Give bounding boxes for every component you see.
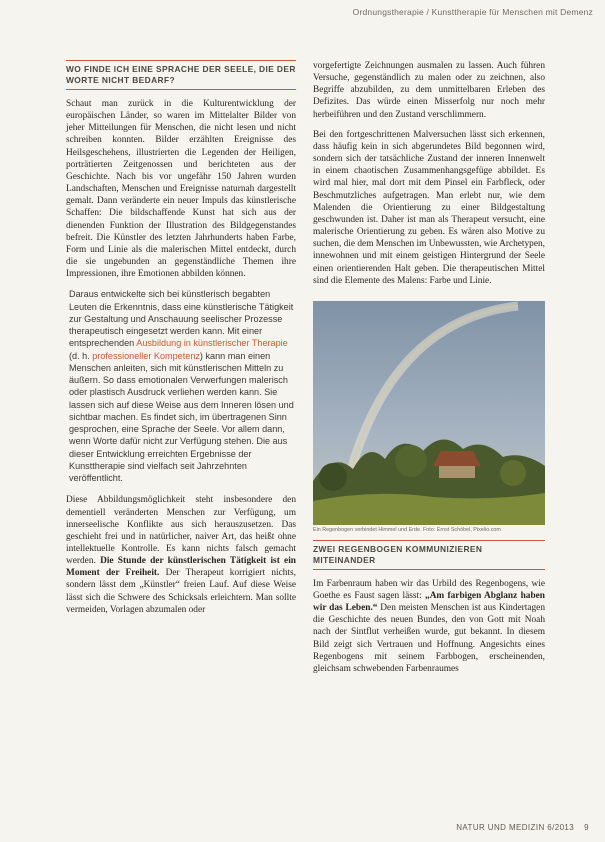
section-heading-regenbogen: ZWEI REGENBOGEN KOMMUNIZIEREN MITEINANDER	[313, 540, 545, 570]
rainbow-landscape-illustration	[313, 301, 545, 525]
highlighted-term: professioneller Kompetenz	[92, 350, 200, 361]
text-span: Diese Abbildungsmöglichkeit steht insbesondere den dementiell veränderten Menschen zur Verfügung, um innerseelische Konflikte aus sich herauszusetzen. Das geschieht frei und in natürlicher, naiver Art, das heißt ohne intellektuelle Kontrolle. Es kann nichts falsch gemacht werden.	[66, 495, 296, 567]
text-span: Der Therapeut korrigiert nichts, sondern lässt dem „Künstler“ freien Lauf. Auf diese Weise lässt sich die Schwere des Schicksals erleichtern. Man sollte vermeiden, Vorlagen abzumalen oder	[66, 568, 296, 615]
text-span: Im Farbenraum haben wir das Urbild des Regenbogens, wie Goethe es Faust sagen lässt:	[313, 578, 545, 601]
text-span: Daraus entwickelte sich bei künstlerisch begabten Leuten die Erkenntnis, dass eine künstlerische Tätigkeit zur Gestaltung und Anschauung seelischer Prozesse therapeutisch eingesetzt werden kann. Mit einer entsprechenden	[69, 289, 294, 349]
left-column	[66, 60, 296, 624]
text-span: Den meisten Menschen ist aus Kindertagen die Geschichte des neuen Bundes, den von Gott mit Noah nach der Sintflut verheißen wurde, gut bekannt. In diesem Bild zeigt sich Vertrauen und Hoffnung. Angesichts eines Regenbogens mit seinem Farbbogen, erscheinenden, gleichsam schwebenden Farbenraumes	[313, 603, 545, 674]
bold-statement: Die Stunde der künstlerischen Tätigkeit ist ein Moment der Freiheit.	[66, 556, 296, 579]
paragraph-kulturentwicklung: Schaut man zurück in die Kulturentwicklung der europäischen Länder, so waren im Mittelalter Bilder von jeher Mitteilungen für Menschen, die nicht lesen und nicht schreiben konnten. Bilder erzählten Ereignisse des Heilsgeschehens, illustrierten die Legenden der Heiligen, porträtierten Zeitgenossen und berichteten aus der Geschichte. Nach bis vor ungefähr 150 Jahren wurden Landschaften, Menschen und Ereignisse naturnah dargestellt gemalt. Dann veränderte ein neuer Impuls das künstlerische Schaffen: Die bildschaffende Kunst hat sich aus der dienenden Funktion der Illustration des Bildgegenstandes befreit. Die Künstler des letzten Jahrhunderts haben Farbe, Form und Linie als die malerischen Mittel entdeckt, durch die sie ungebunden an gegenständliche Themen ihre Impressionen, ihre Emotionen abbilden können.	[66, 99, 296, 280]
journal-issue: NATUR UND MEDIZIN 6/2013	[456, 823, 575, 832]
paragraph-malversuche: Bei den fortgeschrittenen Malversuchen lässt sich erkennen, dass häufig kein in sich abgerundetes Bild begonnen wird, sondern sich der tatsächliche Zustand der inneren Innenwelt in einem chaotischen Zusammenhangsgefüge abbildet. Es wird mal hier, mal dort mit dem Pinsel ein Farbfleck, oder Beschmutzliches aufgetragen. Man erlebt nur, wie dem Malenden die Orientierung zu einer Bildgestaltung geschwunden ist. Daher ist man als Therapeut versucht, eine malerische Orientierung zu geben. Es wären also Motive zu suchen, die dem Menschen im Unbewussten, wie Archetypen, innewohnen und mit einem geistigen Hintergrund der Seele einen orientierenden Halt geben. Die therapeutischen Mittel sind die Elemente des Malens: Farbe und Linie.	[313, 129, 545, 286]
text-span: ) kann man einen Menschen anleiten, sich mit künstlerischen Mitteln zu äußern. So dass emotionalen Verwerfungen malerisch oder plastisch Ausdruck verliehen werden kann. Sie lassen sich auf diese Weise aus dem Inneren lösen und sichtbar machen. Es findet sich, im übertragenen Sinn gesprochen, eine Sprache der Seele. Vor allem dann, wenn Worte dafür nicht zur Verfügung stehen. Die aus dieser Entwicklung erreichten Ergebnisse der Kunsttherapie sind vielfach seit Jahrzehnten veröffentlicht.	[69, 350, 294, 484]
page-footer	[456, 823, 589, 832]
section-heading-seele: WO FINDE ICH EINE SPRACHE DER SEELE, DIE DER WORTE NICHT BEDARF?	[66, 60, 296, 90]
paragraph-vorlagen: vorgefertigte Zeichnungen ausmalen zu lassen. Auch führen Versuche, gegenständlich zu malen oder zu zeichnen, also Begriffe abzubilden, zu dem unmittelbaren Erleben des Defizites. Das würde einen Misserfolg nur noch mehr herbeiführen und den Zustand verschlimmern.	[313, 61, 545, 120]
paragraph-farbenraum	[313, 578, 545, 675]
highlight-paragraph-kunsttherapie	[69, 288, 296, 484]
rainbow-photo	[313, 301, 545, 525]
right-column	[313, 60, 545, 683]
paragraph-abbildungsmoeglichkeit	[66, 494, 296, 616]
bold-quote: „Am farbigen Abglanz haben wir das Leben.“	[313, 590, 545, 614]
running-header: Ordnungstherapie / Kunsttherapie für Menschen mit Demenz	[352, 7, 593, 17]
text-span: (d. h.	[69, 350, 93, 361]
photo-caption: Ein Regenbogen verbindet Himmel und Erde. Foto: Ernst Schöbel, Pixelio.com	[313, 526, 501, 533]
highlighted-term: Ausbildung in künstlerischer Therapie	[136, 338, 288, 349]
page-number: 9	[584, 823, 589, 832]
